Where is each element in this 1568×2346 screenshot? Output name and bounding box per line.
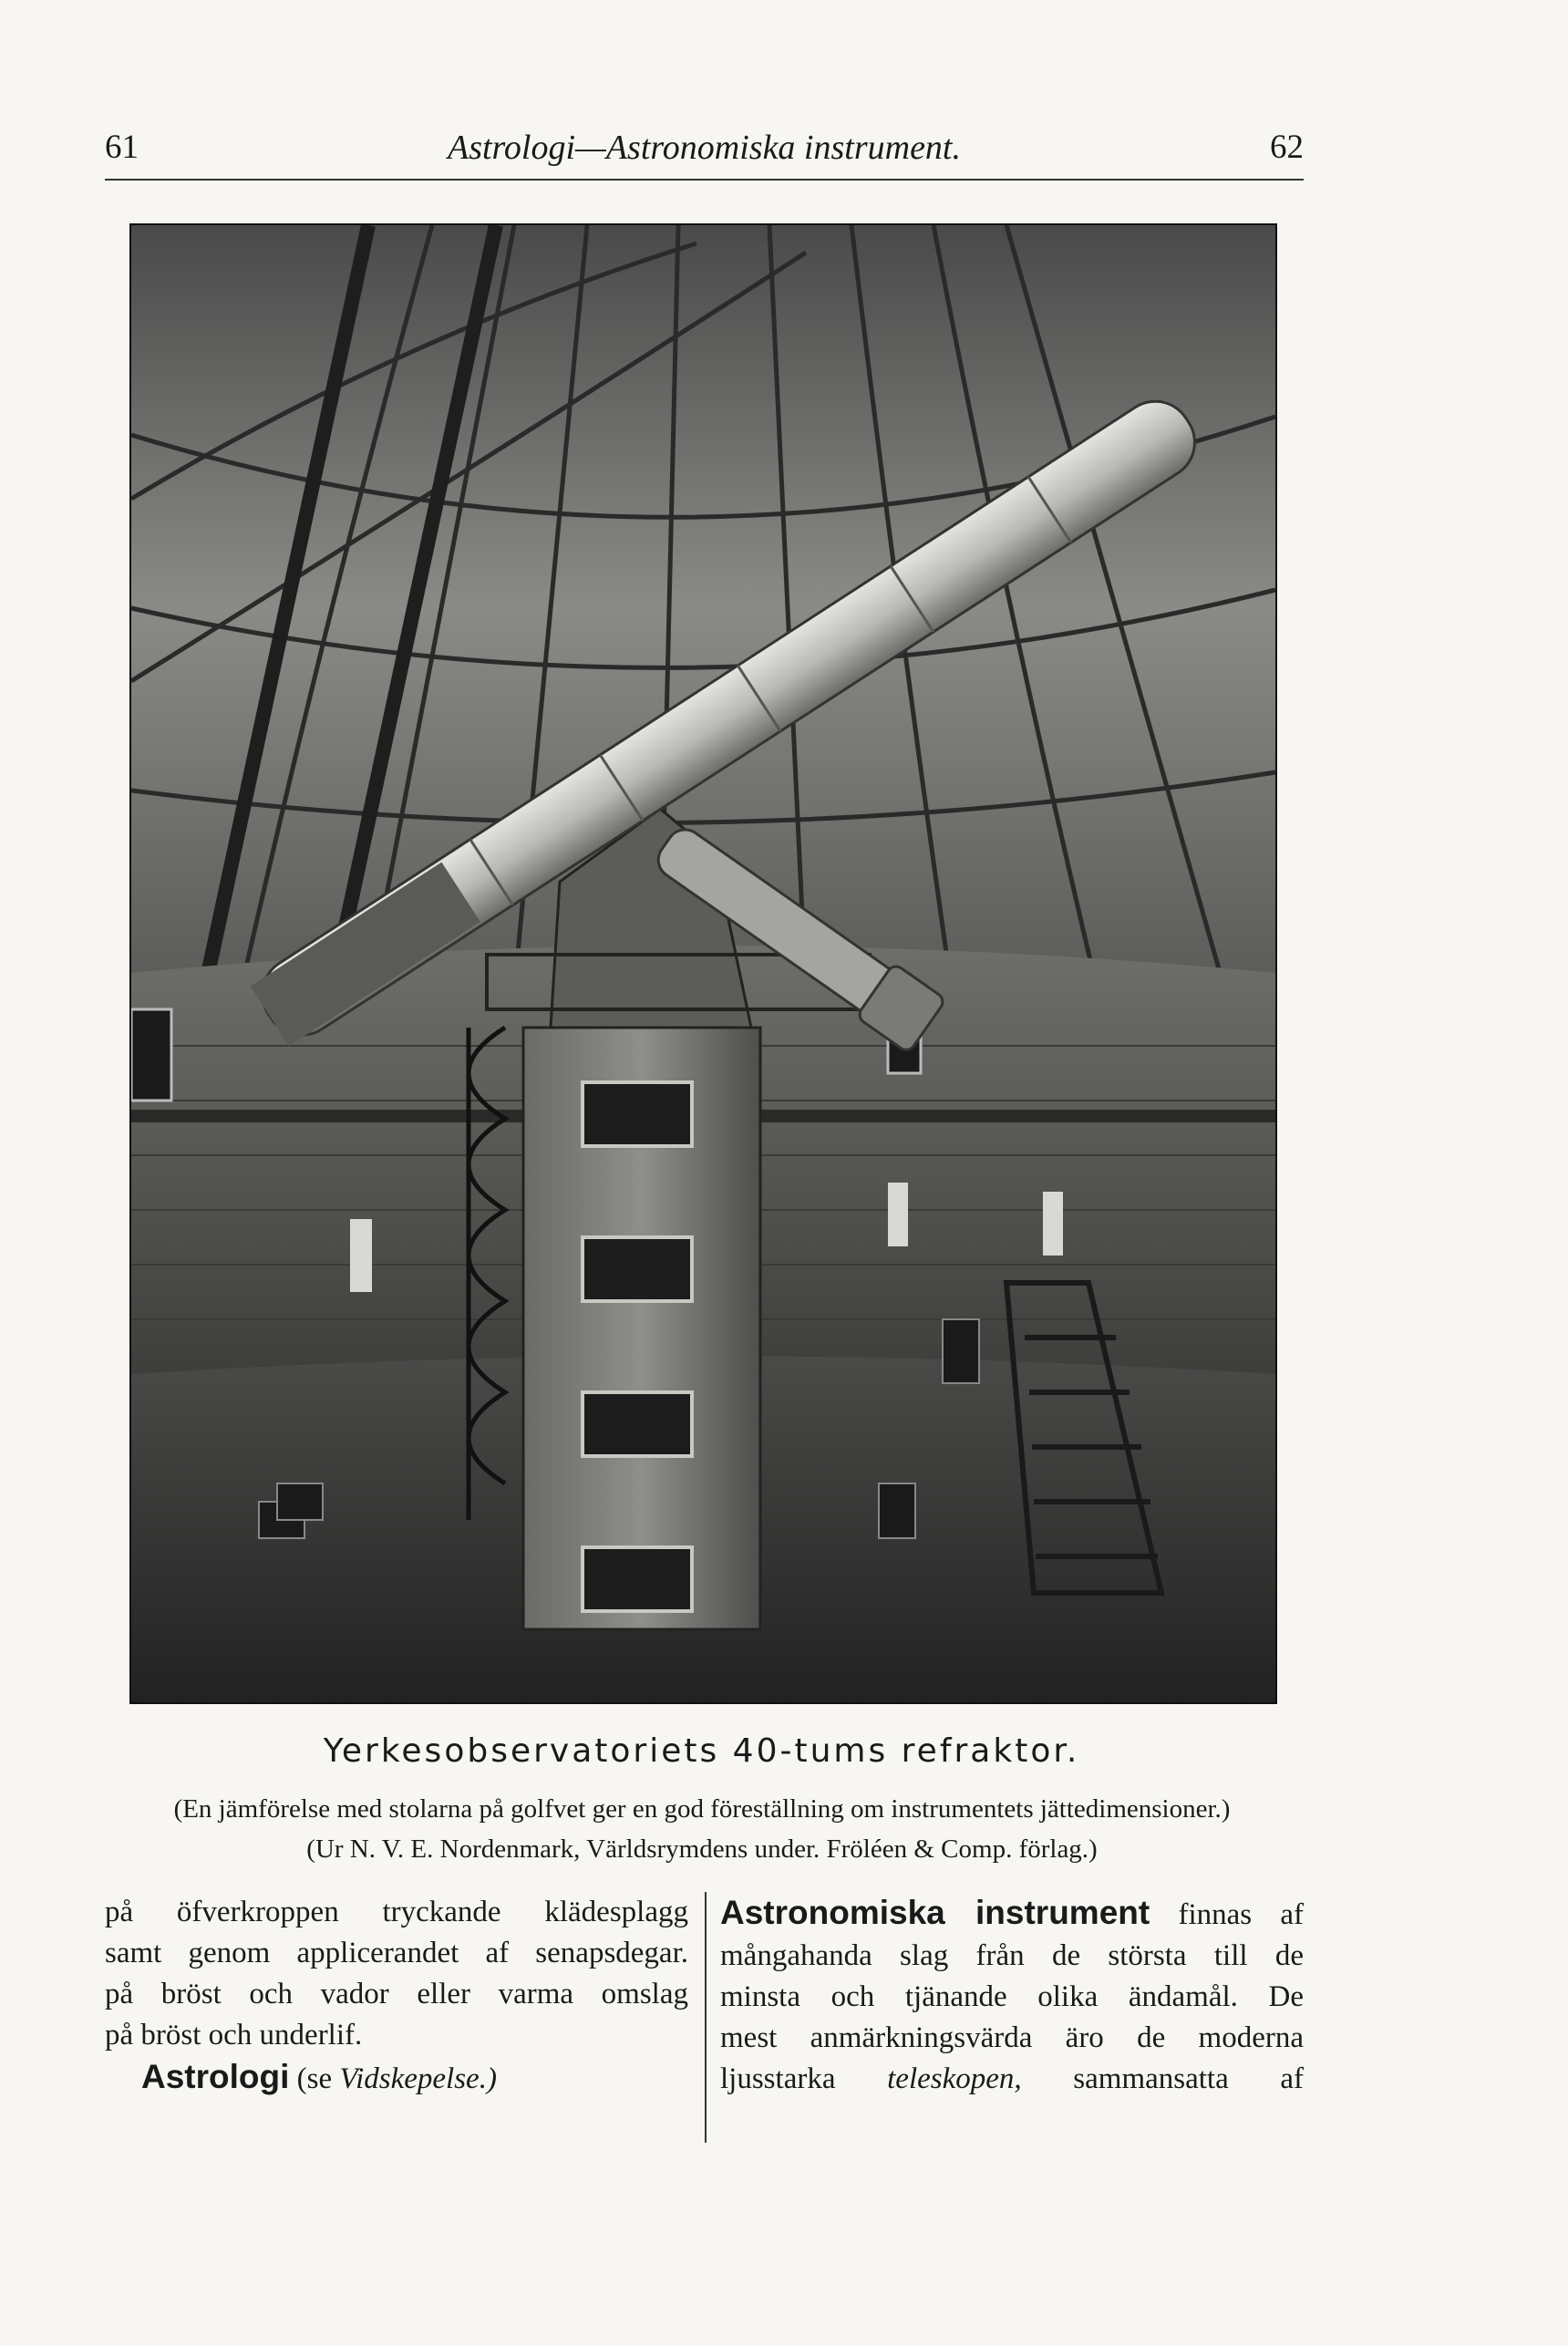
text-line: på bröst och underlif. — [105, 2019, 363, 2051]
italic-term: teleskopen, — [887, 2062, 1022, 2095]
header-rule — [105, 179, 1304, 181]
entry-term-astronomiska-instrument: Astronomiska instrument — [720, 1894, 1150, 1931]
text-line: på bröst och vador eller varma omslag — [105, 1978, 688, 2010]
page-number-left: 61 — [105, 129, 139, 166]
right-text-column — [720, 1892, 1304, 2100]
text-line: mångahanda slag från de största till de — [720, 1939, 1304, 1972]
text-line: på öfverkroppen tryckande klädesplagg — [105, 1896, 688, 1928]
text-fragment: finnas af — [1178, 1898, 1304, 1931]
photo-caption-title: Yerkesobservatoriets 40-tums refraktor. — [323, 1732, 1080, 1770]
text-line-5 — [720, 2059, 1304, 2100]
photo-caption-note: (En jämförelse med stolarna på golfvet ger en god föreställning om instrumentets jättedimensioner.) — [173, 1794, 1231, 1824]
text-fragment: sammansatta af — [1073, 2062, 1305, 2095]
left-text-column — [105, 1892, 688, 2100]
text-line: mest anmärkningsvärda äro de moderna — [720, 2021, 1304, 2054]
astronomiska-entry — [720, 1892, 1304, 1936]
photo-caption-source: (Ur N. V. E. Nordenmark, Världsrymdens under. Fröléen & Comp. förlag.) — [306, 1834, 1098, 1864]
column-divider — [705, 1892, 707, 2143]
cross-reference-prefix: (se — [296, 2062, 333, 2095]
text-line: samt genom applicerandet af senapsdegar. — [105, 1937, 688, 1969]
running-title: Astrologi—Astronomiska instrument. — [448, 129, 961, 167]
astrologi-entry — [105, 2056, 688, 2100]
telescope-photo-illustration — [131, 225, 1275, 1702]
running-header — [105, 128, 1304, 173]
text-line: minsta och tjänande olika ändamål. De — [720, 1980, 1304, 2013]
telescope-photograph — [129, 223, 1277, 1704]
text-fragment: ljusstarka — [720, 2062, 836, 2095]
cross-reference-link: Vidskepelse.) — [339, 2062, 497, 2095]
entry-term-astrologi: Astrologi — [141, 2058, 290, 2095]
page-number-right: 62 — [1270, 129, 1304, 166]
